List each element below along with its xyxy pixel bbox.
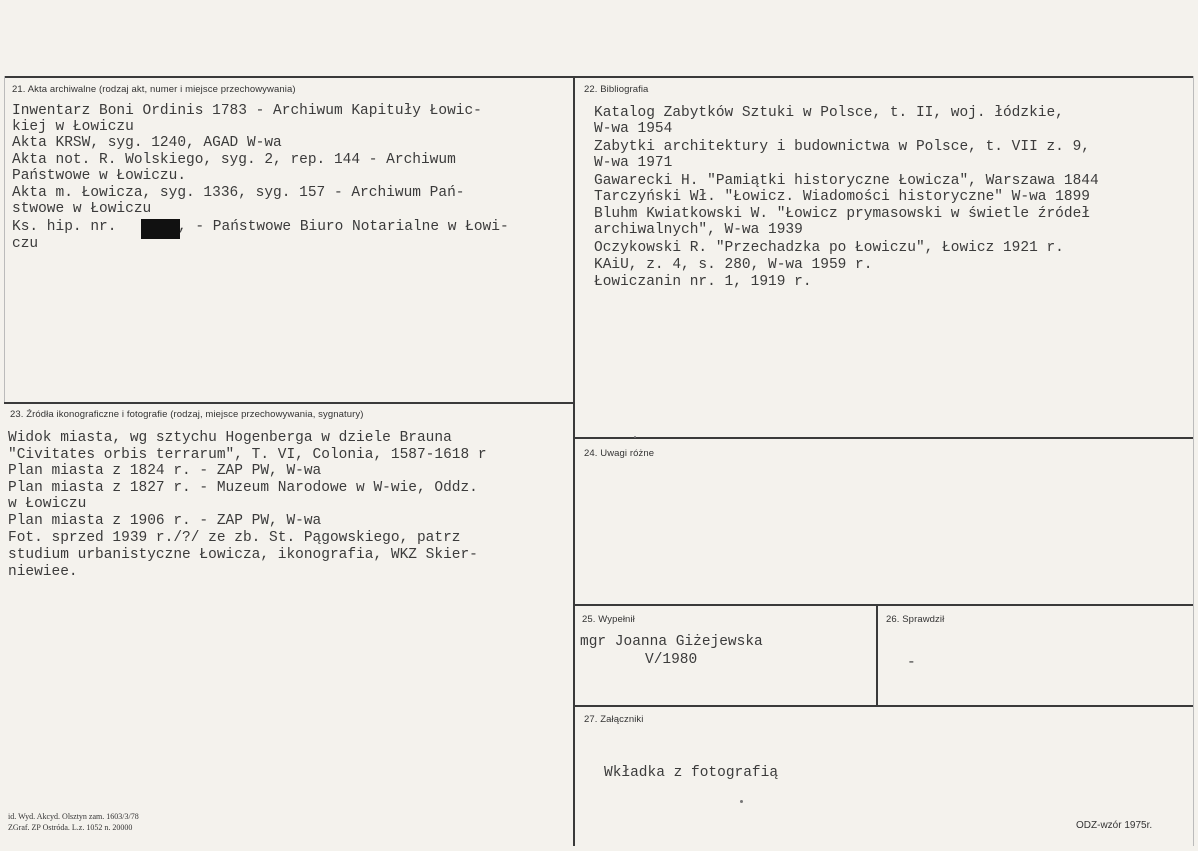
section-22-line-10: KAiU, z. 4, s. 280, W-wa 1959 r. [594,257,873,273]
section-22-line-8: archiwalnych", W-wa 1939 [594,222,803,238]
right-border [1193,76,1194,846]
rule-22-24 [575,437,1194,439]
top-rule [4,76,1194,78]
rule-21-23 [4,402,574,404]
section-23-label: 23. Źródła ikonograficzne i fotografie (rodzaj, miejsce przechowywania, sygnatury) [10,409,364,420]
section-21-ks-last: czu [12,236,39,252]
section-22-line-7: Bluhm Kwiatkowski W. "Łowicz prymasowski w świetle źródeł [594,206,1090,222]
section-26-label: 26. Sprawdził [886,614,945,625]
section-27-label: 27. Załączniki [584,714,644,725]
section-23-line-3: Plan miasta z 1824 r. - ZAP PW, W-wa [8,463,322,479]
section-21-line-2: kiej w Łowiczu [12,119,134,135]
section-21-line-3: Akta KRSW, syg. 1240, AGAD W-wa [12,135,282,151]
divider-25-26 [876,604,878,706]
section-23-line-2: "Civitates orbis terrarum", T. VI, Colonia, 1587-1618 r [8,447,487,463]
section-23-line-1: Widok miasta, wg sztychu Hogenberga w dziele Brauna [8,430,452,446]
section-21-line-6: Akta m. Łowicza, syg. 1336, syg. 157 - Archiwum Pań- [12,185,465,201]
section-21-line-5: Państwowe w Łowiczu. [12,168,187,184]
section-21-ks-suffix: , - Państwowe Biuro Notarialne w Łowi- [178,219,509,235]
section-21-line-7: stwowe w Łowiczu [12,201,152,217]
left-border [4,76,5,402]
section-23-line-5: w Łowiczu [8,496,87,512]
section-22-line-2: W-wa 1954 [594,121,673,137]
center-divider [573,76,575,846]
section-22-label: 22. Bibliografia [584,84,649,95]
stray-mark-2 [634,436,636,438]
section-21-line-1: Inwentarz Boni Ordinis 1783 - Archiwum Kapituły Łowic- [12,103,482,119]
section-22-line-6: Tarczyński Wł. "Łowicz. Wiadomości historyczne" W-wa 1899 [594,189,1090,205]
section-21-ks-prefix: Ks. hip. nr. [12,219,117,235]
section-22-line-11: Łowiczanin nr. 1, 1919 r. [594,274,812,290]
section-22-line-9: Oczykowski R. "Przechadzka po Łowiczu", Łowicz 1921 r. [594,240,1064,256]
rule-25-27 [575,705,1194,707]
section-22-line-4: W-wa 1971 [594,155,673,171]
redaction-block [141,219,180,239]
form-code: ODZ-wzór 1975r. [1076,820,1153,831]
printer-line-2: ZGraf. ZP Ostróda. L.z. 1052 n. 20000 [8,823,133,832]
section-23-line-6: Plan miasta z 1906 r. - ZAP PW, W-wa [8,513,322,529]
section-23-line-7: Fot. sprzed 1939 r./?/ ze zb. St. Pągowskiego, patrz [8,530,461,546]
section-22-line-1: Katalog Zabytków Sztuki w Polsce, t. II, woj. łódzkie, [594,105,1064,121]
section-23-line-4: Plan miasta z 1827 r. - Muzeum Narodowe w W-wie, Oddz. [8,480,478,496]
section-22-line-5: Gawarecki H. "Pamiątki historyczne Łowicza", Warszawa 1844 [594,173,1099,189]
section-21-label: 21. Akta archiwalne (rodzaj akt, numer i miejsce przechowywania) [12,84,296,95]
section-25-name: mgr Joanna Giżejewska [580,634,763,650]
section-22-line-3: Zabytki architektury i budownictwa w Polsce, t. VII z. 9, [594,139,1090,155]
stray-mark [740,800,743,803]
section-27-value: Wkładka z fotografią [604,765,779,781]
printer-line-1: id. Wyd. Akcyd. Olsztyn zam. 1603/3/78 [8,812,139,821]
section-24-label: 24. Uwagi różne [584,448,655,459]
section-25-date: V/1980 [645,652,698,668]
section-23-line-9: niewiee. [8,564,78,580]
section-25-label: 25. Wypełnił [582,614,635,625]
section-26-value: - [907,655,916,671]
section-21-line-4: Akta not. R. Wolskiego, syg. 2, rep. 144 - Archiwum [12,152,456,168]
rule-24-25 [575,604,1194,606]
section-23-line-8: studium urbanistyczne Łowicza, ikonografia, WKZ Skier- [8,547,478,563]
